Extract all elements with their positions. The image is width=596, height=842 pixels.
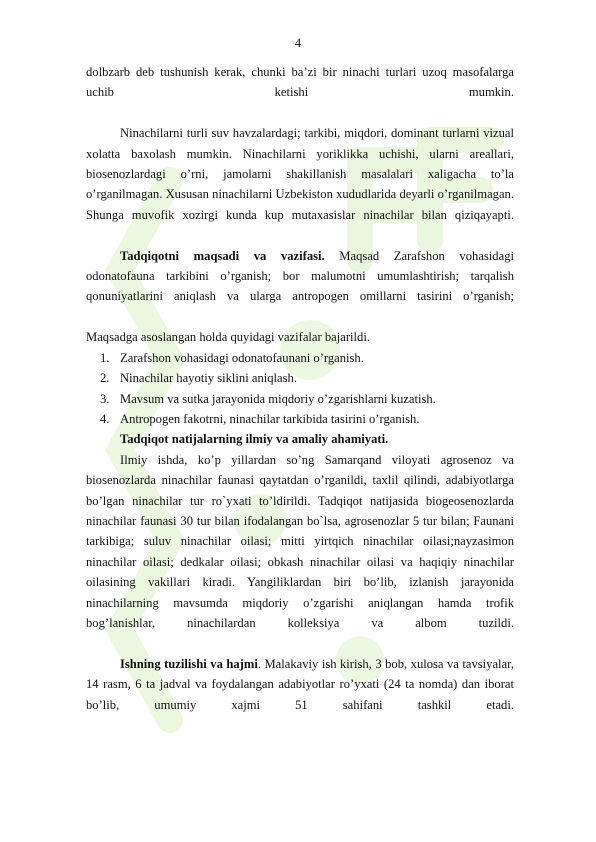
tasks-intro: Maqsadga asoslangan holda quyidagi vazifalar bajarildi. [86, 330, 370, 345]
goal-heading: Tadqiqotni maqsadi va vazifasi. [120, 248, 325, 263]
list-item: 3. Mavsum va sutka jarayonida miqdoriy o’zgarishlarni kuzatish. [100, 391, 436, 406]
paragraph-significance: Ilmiy ishda, ko’p yillardan so’ng Samarqand viloyati agrosenoz va biosenozlarda ninachilar faunasi qaytatdan o’rganildi, taxlil qilindi, adabiyotlarga bo’lgan ninachilar tur ro`yxati to’ldirildi. Tadqiqot natijasida biogeosenozlarda ninachilar faunasi 30 tur bilan ifodalangan bo`lsa, agrosenozlar 5 tur bilan; Faunani tarkibiga; suluv ninachilar oilasi; mitti yirtqich ninachilar oilasi;nayzasimon ninachilar oilasi; dedkalar oilasi; obkash ninachilar oilasi va haqiqiy ninachilar oilasining vakillari kiradi. Yangiliklardan biri bo’lib, izlanish jarayonida ninachilarning mavsumda miqdoriy o’zgarishi aniqlangan hamda trofik bog’lanishlar, ninachilardan kolleksiya va albom tuzildi. [86, 452, 514, 630]
significance-heading: Tadqiqot natijalarning ilmiy va amaliy ahamiyati. [120, 432, 389, 447]
list-item: 1. Zarafshon vohasidagi odonatofaunani o’rganish. [100, 350, 364, 365]
paragraph-intro-continuation: dolbzarb deb tushunish kerak, chunki ba’zi bir ninachi turlari uzoq masofalarga uchib ketishi mumkin. [86, 65, 514, 100]
structure-text: . Malakaviy ish kirish, 3 bob, xulosa va tavsiyalar, 14 rasm, 6 ta jadval va foydalangan adabiyotlar ro’yxati (24 ta nomda) dan iborat bo’lib, umumiy xajmi 51 sahifani tashkil etadi. [86, 656, 514, 712]
paragraph-structure [86, 654, 514, 736]
paragraph-study-status: Ninachilarni turli suv havzalardagi; tarkibi, miqdori, dominant turlarni vizual xolatta baxolash mumkin. Ninachilarni yoriklikka uchishi, ularni areallari, biosenozlardagi o’rni, jamolarni shakillanish masalalari xaligacha to’la o’rganilmagan. Xususan ninachilarni Uzbekiston xududlarida deyarli o’rganilmagan. Shunga muvofik xozirgi kunda kup mutaxasislar ninachilar bilan qiziqayapti. [86, 126, 514, 222]
document-body [86, 62, 514, 735]
list-item: 2. Ninachilar hayotiy siklini aniqlash. [100, 371, 297, 386]
page-number: 4 [294, 36, 302, 50]
structure-heading: Ishning tuzilishi va hajmi [120, 656, 258, 671]
list-item: 4. Antropogen fakotrni, ninachilar tarkibida tasirini o’rganish. [100, 411, 420, 426]
goal-text: Maqsad Zarafshon vohasidagi odonatofauna tarkibini o’rganish; bor malumotni umumlashtirish; tarqalish qonuniyatlarini aniqlash va ularga antropogen omillarni tasirini o’rganish; [86, 248, 514, 304]
paragraph-goal [86, 246, 514, 328]
tasks-list [86, 348, 514, 430]
